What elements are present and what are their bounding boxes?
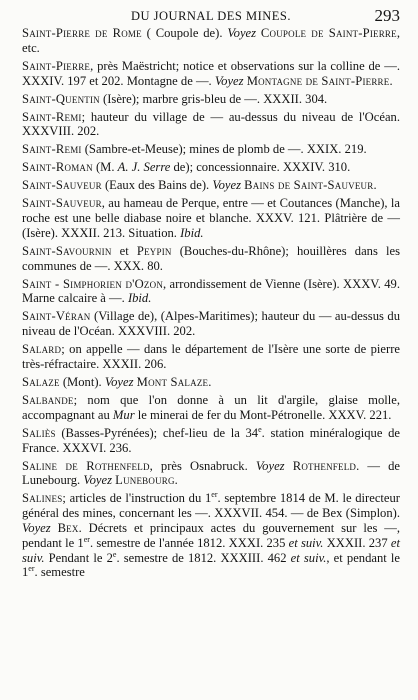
running-head: DU JOURNAL DES MINES. [130,9,292,23]
entry-superscript: e [112,549,117,559]
entry-text: (Sambre-et-Meuse); mines de plomb de —. XXIX. 219. [81,142,367,157]
entry-text: . [208,374,212,389]
entry-text: ; hauteur du village de — au-dessus du niveau de l'Océan. XXXVIII. 202. [22,109,400,139]
entry-heading-text: Bex [57,520,79,535]
entry-heading-text: Saint-Sauveur [22,196,102,211]
entry-text: ; nom que l'on donne à un lit d'argile, glaise molle, accompagnant au [22,392,400,422]
entry-text: ; articles de l'instruction du 1 [62,491,212,506]
entry-heading-text: Lunebourg [115,473,175,488]
entry-text: Pendant le 2 [44,550,113,565]
index-entry [22,160,400,175]
entry-text: . septembre 1814 de M. le directeur général des mines, concernant les —. XXXVII. 454. — de Bex (Simplon). [22,491,400,521]
entry-text: . — de Lunebourg. [22,458,401,488]
entry-heading-text: Montagne de Saint-Pierre [246,73,390,88]
entry-heading-text: Saint-Pierre [22,58,91,73]
entry-text: , près Osnabruck. [149,458,256,473]
entry-text: (Basses-Pyrénées); chef-lieu de la 34 [55,425,259,440]
entry-italic-text: Mur [112,407,135,422]
entry-text: . [174,473,178,488]
index-entry [22,59,400,89]
entry-italic-text: et suiv. [288,535,324,550]
entry-text: , près Maëstricht; notice et observations sur la colline de —. XXXIV. 197 et 202. Montagne de —. [22,58,400,88]
entry-text: , arrondissement de Vienne (Isère). XXXV. 49. Marne calcaire à —. [22,276,400,306]
entry-italic-text: Voyez [227,26,257,40]
entry-italic-text: et suiv. [22,535,400,565]
entry-text: (Mont). [59,374,105,389]
entry-italic-text: Voyez [104,374,134,389]
entry-text: et [111,243,137,258]
index-entry [22,277,400,307]
entry-text: ; on appelle — dans le département de l'Isère une sorte de pierre très-réfractaire. XXXII. 206. [22,342,400,371]
index-entry [22,178,400,193]
index-entry [22,142,400,157]
index-entry [22,309,400,339]
entry-heading-text: Saint-Pierre de Rome [22,26,142,40]
entry-heading-text: Saint - Simphorien d'Ozon [22,276,164,291]
entry-italic-text: A. J. [117,160,141,175]
entry-heading-text: Salines [22,491,63,506]
entry-heading-text: Saint-Sauveur [22,178,102,193]
entry-text: (Eaux des Bains de). [101,178,213,193]
entry-text: (Bouches-du-Rhône); houillères dans les communes de —. XXX. 80. [22,243,400,273]
entry-text: . [389,73,393,88]
entry-heading-text: Salard [22,342,62,357]
entry-heading-text: Saliès [22,425,56,440]
entry-italic-text: Voyez [214,73,244,88]
entry-italic-text: Voyez [255,458,285,473]
entry-text: , au hameau de Perque, entre — et Coutances (Manche), la roche est une belle diabase noire et blanche. XXXV. 121. Plâtrière de — (Isère). XXXII. 213. Situation. [22,196,400,240]
entry-text: , et pendant le 1 [22,550,400,580]
entry-italic-text: Voyez [212,178,241,193]
entry-superscript: er [83,534,90,544]
entry-superscript: e [258,424,262,434]
entry-text: ( Coupole de). [141,26,228,40]
index-entry [22,110,400,140]
entry-heading-text: Saint-Savournin [22,243,112,258]
entry-text: de); concessionnaire. XXXIV. 310. [170,160,351,175]
entry-text: (Village de), (Alpes-Maritimes); hauteur du — au-dessus du niveau de l'Océan. XXXVIII. 202. [22,309,400,339]
entry-text: . semestre [34,565,85,580]
entry-heading-text: Mont Salaze [136,374,209,389]
entry-superscript: er [211,490,218,500]
entry-italic-text: Voyez [22,520,51,535]
index-entry [22,491,400,580]
entry-heading-text: Saint-Véran [22,309,91,324]
index-entry [22,459,400,489]
entry-text [51,521,58,535]
entry-italic-text: Ibid. [127,291,152,306]
entry-heading-text: Saint-Quentin [22,91,100,106]
entry-text: . [373,178,377,193]
index-entries [22,26,400,580]
entry-text: (Isère); marbre gris-bleu de —. XXXII. 304. [99,91,328,106]
index-entry [22,244,400,274]
entry-heading-text: Saline de Rothenfeld [22,458,150,473]
index-entry [22,375,400,390]
index-entry [22,92,400,107]
entry-italic-text: Ibid. [180,225,204,240]
entry-text: (M. [92,160,118,175]
entry-heading-text: Saint-Remi [22,109,82,124]
entry-text: . station minéralogique de France. XXXVI. 236. [22,425,400,455]
entry-italic-text: et suiv. [290,550,327,565]
entry-heading-text: Bains de Saint-Sauveur [244,178,374,193]
page-header [22,6,400,26]
page-number: 293 [374,6,400,25]
entry-heading-text: Peypin [136,243,172,258]
entry-heading-text: Salbande [22,392,74,407]
entry-text: XXXII. 237 [323,535,391,550]
entry-superscript: er [28,564,35,574]
index-entry [22,26,400,56]
entry-text: le minerai de fer du Mont-Pétronelle. XXXV. 221. [134,407,392,422]
entry-text: , etc. [22,26,400,55]
entry-italic-text: Voyez [83,473,113,488]
entry-heading-text: Salaze [22,374,60,389]
index-entry [22,393,400,423]
index-entry [22,342,400,372]
entry-heading-text: Saint-Remi [22,142,82,157]
entry-heading-text: Saint-Roman [22,160,93,175]
index-entry [22,426,400,456]
index-entry [22,196,400,240]
entry-italic-text: Serre [143,160,171,175]
entry-text: . semestre de 1812. XXXIII. 462 [116,550,291,565]
entry-text: . Décrets et principaux actes du gouvernement sur les —, pendant le 1 [22,520,400,550]
entry-heading-text: Rothenfeld [292,458,357,473]
entry-text: . semestre de l'année 1812. XXXI. 235 [89,535,289,550]
entry-heading-text: Coupole de Saint-Pierre [260,26,397,40]
entry-text [285,459,293,473]
